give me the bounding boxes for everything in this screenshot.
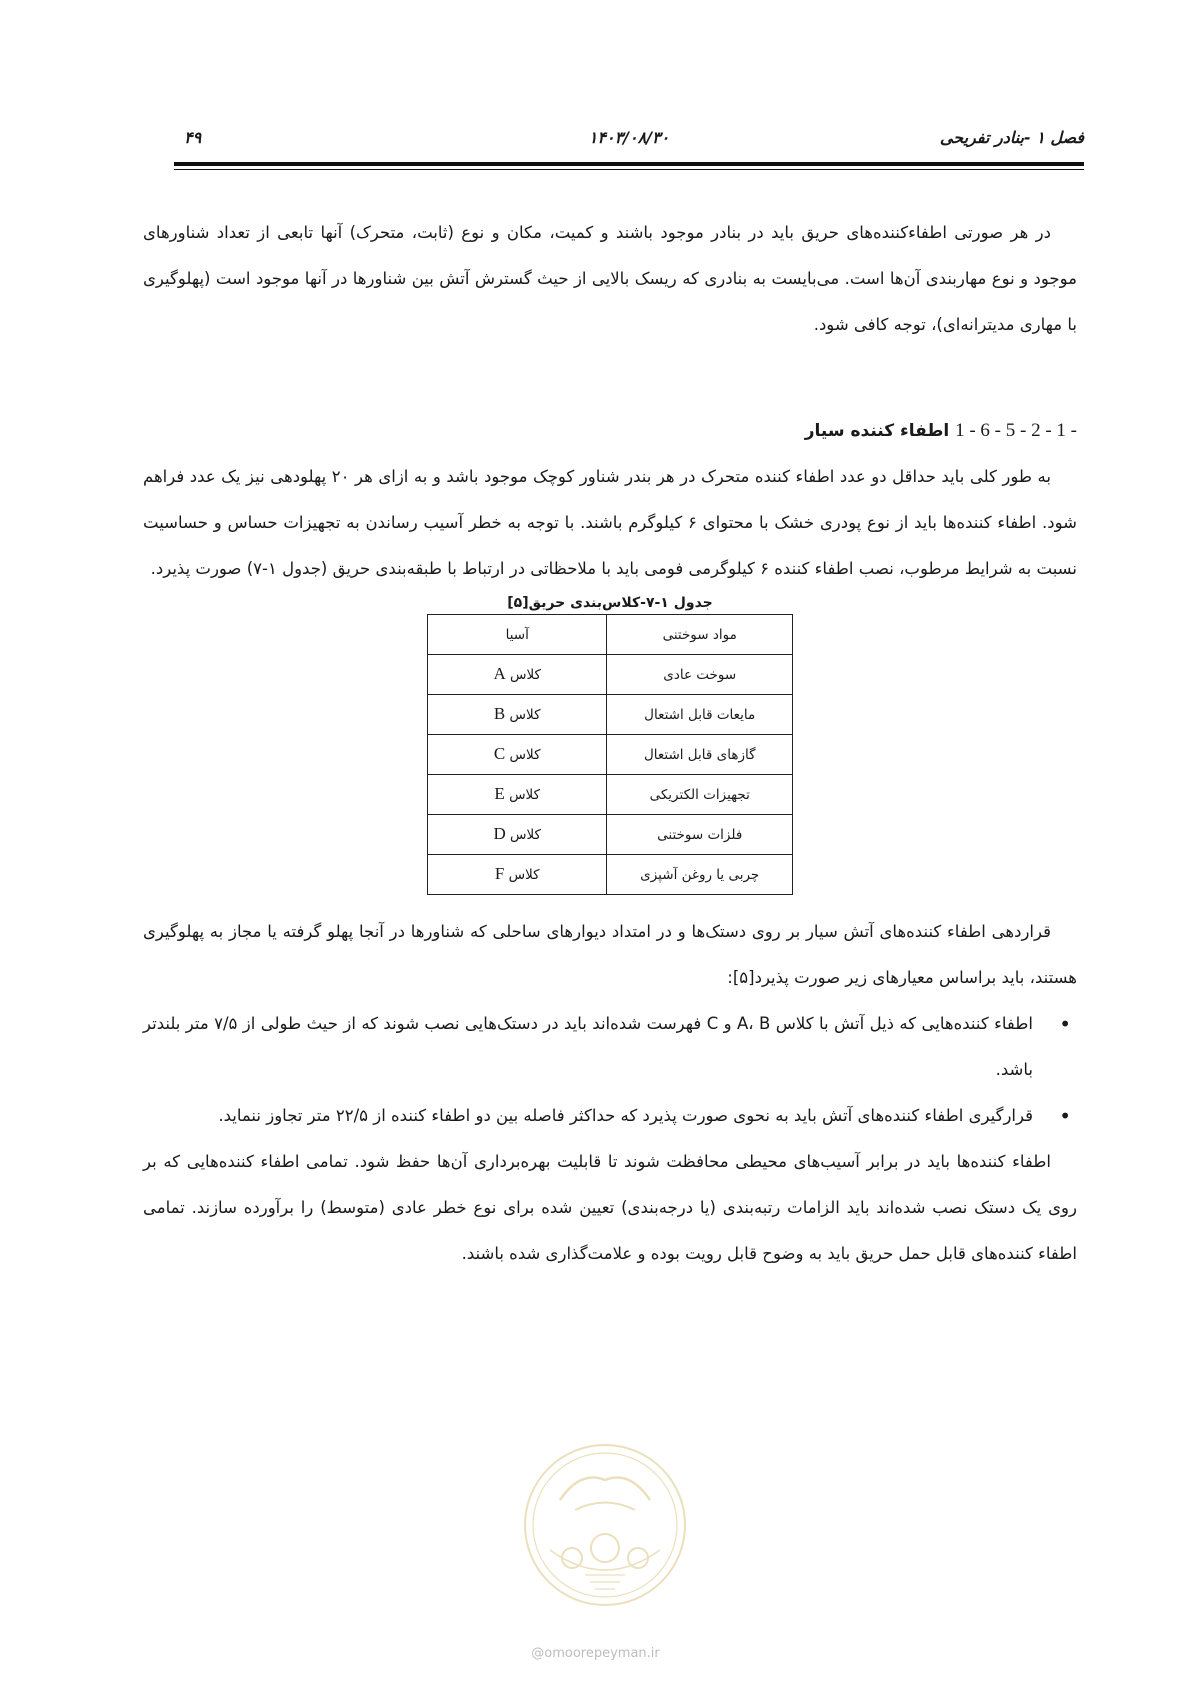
watermark-seal-icon — [520, 1440, 690, 1610]
fuel-cell: تجهیزات الکتریکی — [607, 775, 793, 815]
table-header-fuel: مواد سوختنی — [607, 615, 793, 655]
closing-paragraph: اطفاء کننده‌ها باید در برابر آسیب‌های محیطی محافظت شوند تا قابلیت بهره‌برداری آن‌ها حفظ شود. تمامی اطفاء کننده‌هایی که بر روی یک دستک نصب شده‌اند باید الزامات رتبه‌بندی (یا درجه‌بندی) تعیین شده برای نوع خطر عادی (متوسط) را برآورده سازند. تمامی اطفاء کننده‌های قابل حمل حریق باید به وضوح قابل رویت بوده و علامت‌گذاری شده باشند. — [143, 1152, 1077, 1263]
table-header-asia: آسیا — [428, 615, 607, 655]
class-cell — [428, 815, 607, 855]
watermark-logo — [520, 1440, 690, 1610]
class-letter: B — [493, 704, 506, 723]
fuel-cell: سوخت عادی — [607, 655, 793, 695]
class-letter: E — [494, 784, 505, 803]
header-rule-thick — [174, 162, 1084, 166]
table-row — [428, 775, 793, 815]
section-paragraph: به طور کلی باید حداقل دو عدد اطفاء کننده متحرک در هر بندر شناور کوچک موجود باشد و به ازای هر ۲۰ پهلودهی نیز یک عدد فراهم شود. اطفاء کننده‌ها باید از نوع پودری خشک با محتوای ۶ کیلوگرم باشند. با توجه به خطر آسیب رساندن به تجهیزات حساس و حساسیت نسبت به شرایط مرطوب، نصب اطفاء کننده ۶ کیلوگرمی فومی باید با ملاحظاتی در ارتباط با طبقه‌بندی حریق (جدول ۱-۷) صورت پذیرد. — [143, 467, 1077, 578]
class-cell — [428, 655, 607, 695]
class-word: کلاس — [509, 707, 541, 723]
bullet-text: قرارگیری اطفاء کننده‌های آتش باید به نحوی صورت پذیرد که حداکثر فاصله بین دو اطفاء کننده از ۲۲/۵ متر تجاوز ننماید. — [218, 1106, 1033, 1125]
header-date: ۱۴۰۳/۰۸/۳۰ — [588, 128, 670, 147]
table-row — [428, 735, 793, 775]
class-word: کلاس — [509, 747, 541, 763]
fuel-cell: فلزات سوختنی — [607, 815, 793, 855]
watermark-caption: @omoorepeyman.ir — [531, 1646, 660, 1661]
fuel-cell: گازهای قابل اشتعال — [607, 735, 793, 775]
chapter-title: فصل ۱ -بنادر تفریحی — [939, 128, 1084, 147]
class-word: کلاس — [510, 667, 541, 683]
bullet-text: اطفاء کننده‌هایی که ذیل آتش با کلاس A، B و C فهرست شده‌اند باید در دستک‌هایی نصب شوند که از حیث طولی از ۷/۵ متر بلندتر باشد. — [143, 1014, 1033, 1079]
bullet-list — [143, 1001, 1077, 1139]
bullet-icon: • — [1059, 1104, 1071, 1128]
fuel-cell: چربی یا روغن آشپزی — [607, 855, 793, 895]
table-header-row — [428, 615, 793, 655]
class-letter: C — [493, 744, 506, 763]
table-row — [428, 655, 793, 695]
class-word: کلاس — [508, 867, 540, 883]
class-letter: D — [493, 824, 506, 843]
class-cell — [428, 695, 607, 735]
bullet-icon: • — [1059, 1012, 1071, 1036]
header-rule-thin — [174, 169, 1084, 170]
class-letter: A — [493, 664, 506, 683]
table-row — [428, 855, 793, 895]
list-item — [143, 1001, 1071, 1093]
page-header — [174, 128, 1084, 152]
table-row — [428, 815, 793, 855]
table-row — [428, 695, 793, 735]
page-content — [143, 210, 1077, 1277]
class-word: کلاس — [509, 787, 541, 803]
section-heading — [143, 408, 1077, 454]
placement-paragraph: قراردهی اطفاء کننده‌های آتش سیار بر روی دستک‌ها و در امتداد دیوارهای ساحلی که شناورها در آنجا پهلو گرفته یا مجاز به پهلوگیری هستند، باید براساس معیارهای زیر صورت پذیرد[۵]: — [143, 922, 1077, 987]
page-number: ۴۹ — [184, 128, 202, 147]
list-item — [143, 1093, 1071, 1139]
fire-class-table — [427, 614, 793, 895]
class-word: کلاس — [510, 827, 541, 843]
class-letter: F — [494, 864, 505, 883]
fuel-cell: مایعات قابل اشتعال — [607, 695, 793, 735]
section-number: 1 - 6 - 5 - 2 - 1 - — [955, 420, 1077, 441]
intro-paragraph: در هر صورتی اطفاءکننده‌های حریق باید در بنادر موجود باشند و کمیت، مکان و نوع (ثابت، متحرک) آنها تابعی از تعداد شناورهای موجود و نوع مهاربندی آن‌ها است. می‌بایست به بنادری که ریسک بالایی از حیث گسترش آتش بین شناورها در آنها موجود است (پهلوگیری با مهاری مدیترانه‌ای)، توجه کافی شود. — [143, 223, 1077, 334]
table-caption: جدول ۱-۷-کلاس‌بندی حریق[۵] — [507, 595, 713, 611]
section-title: اطفاء کننده سیار — [804, 421, 950, 441]
class-cell — [428, 735, 607, 775]
class-cell — [428, 775, 607, 815]
class-cell — [428, 855, 607, 895]
table-body — [428, 655, 793, 895]
